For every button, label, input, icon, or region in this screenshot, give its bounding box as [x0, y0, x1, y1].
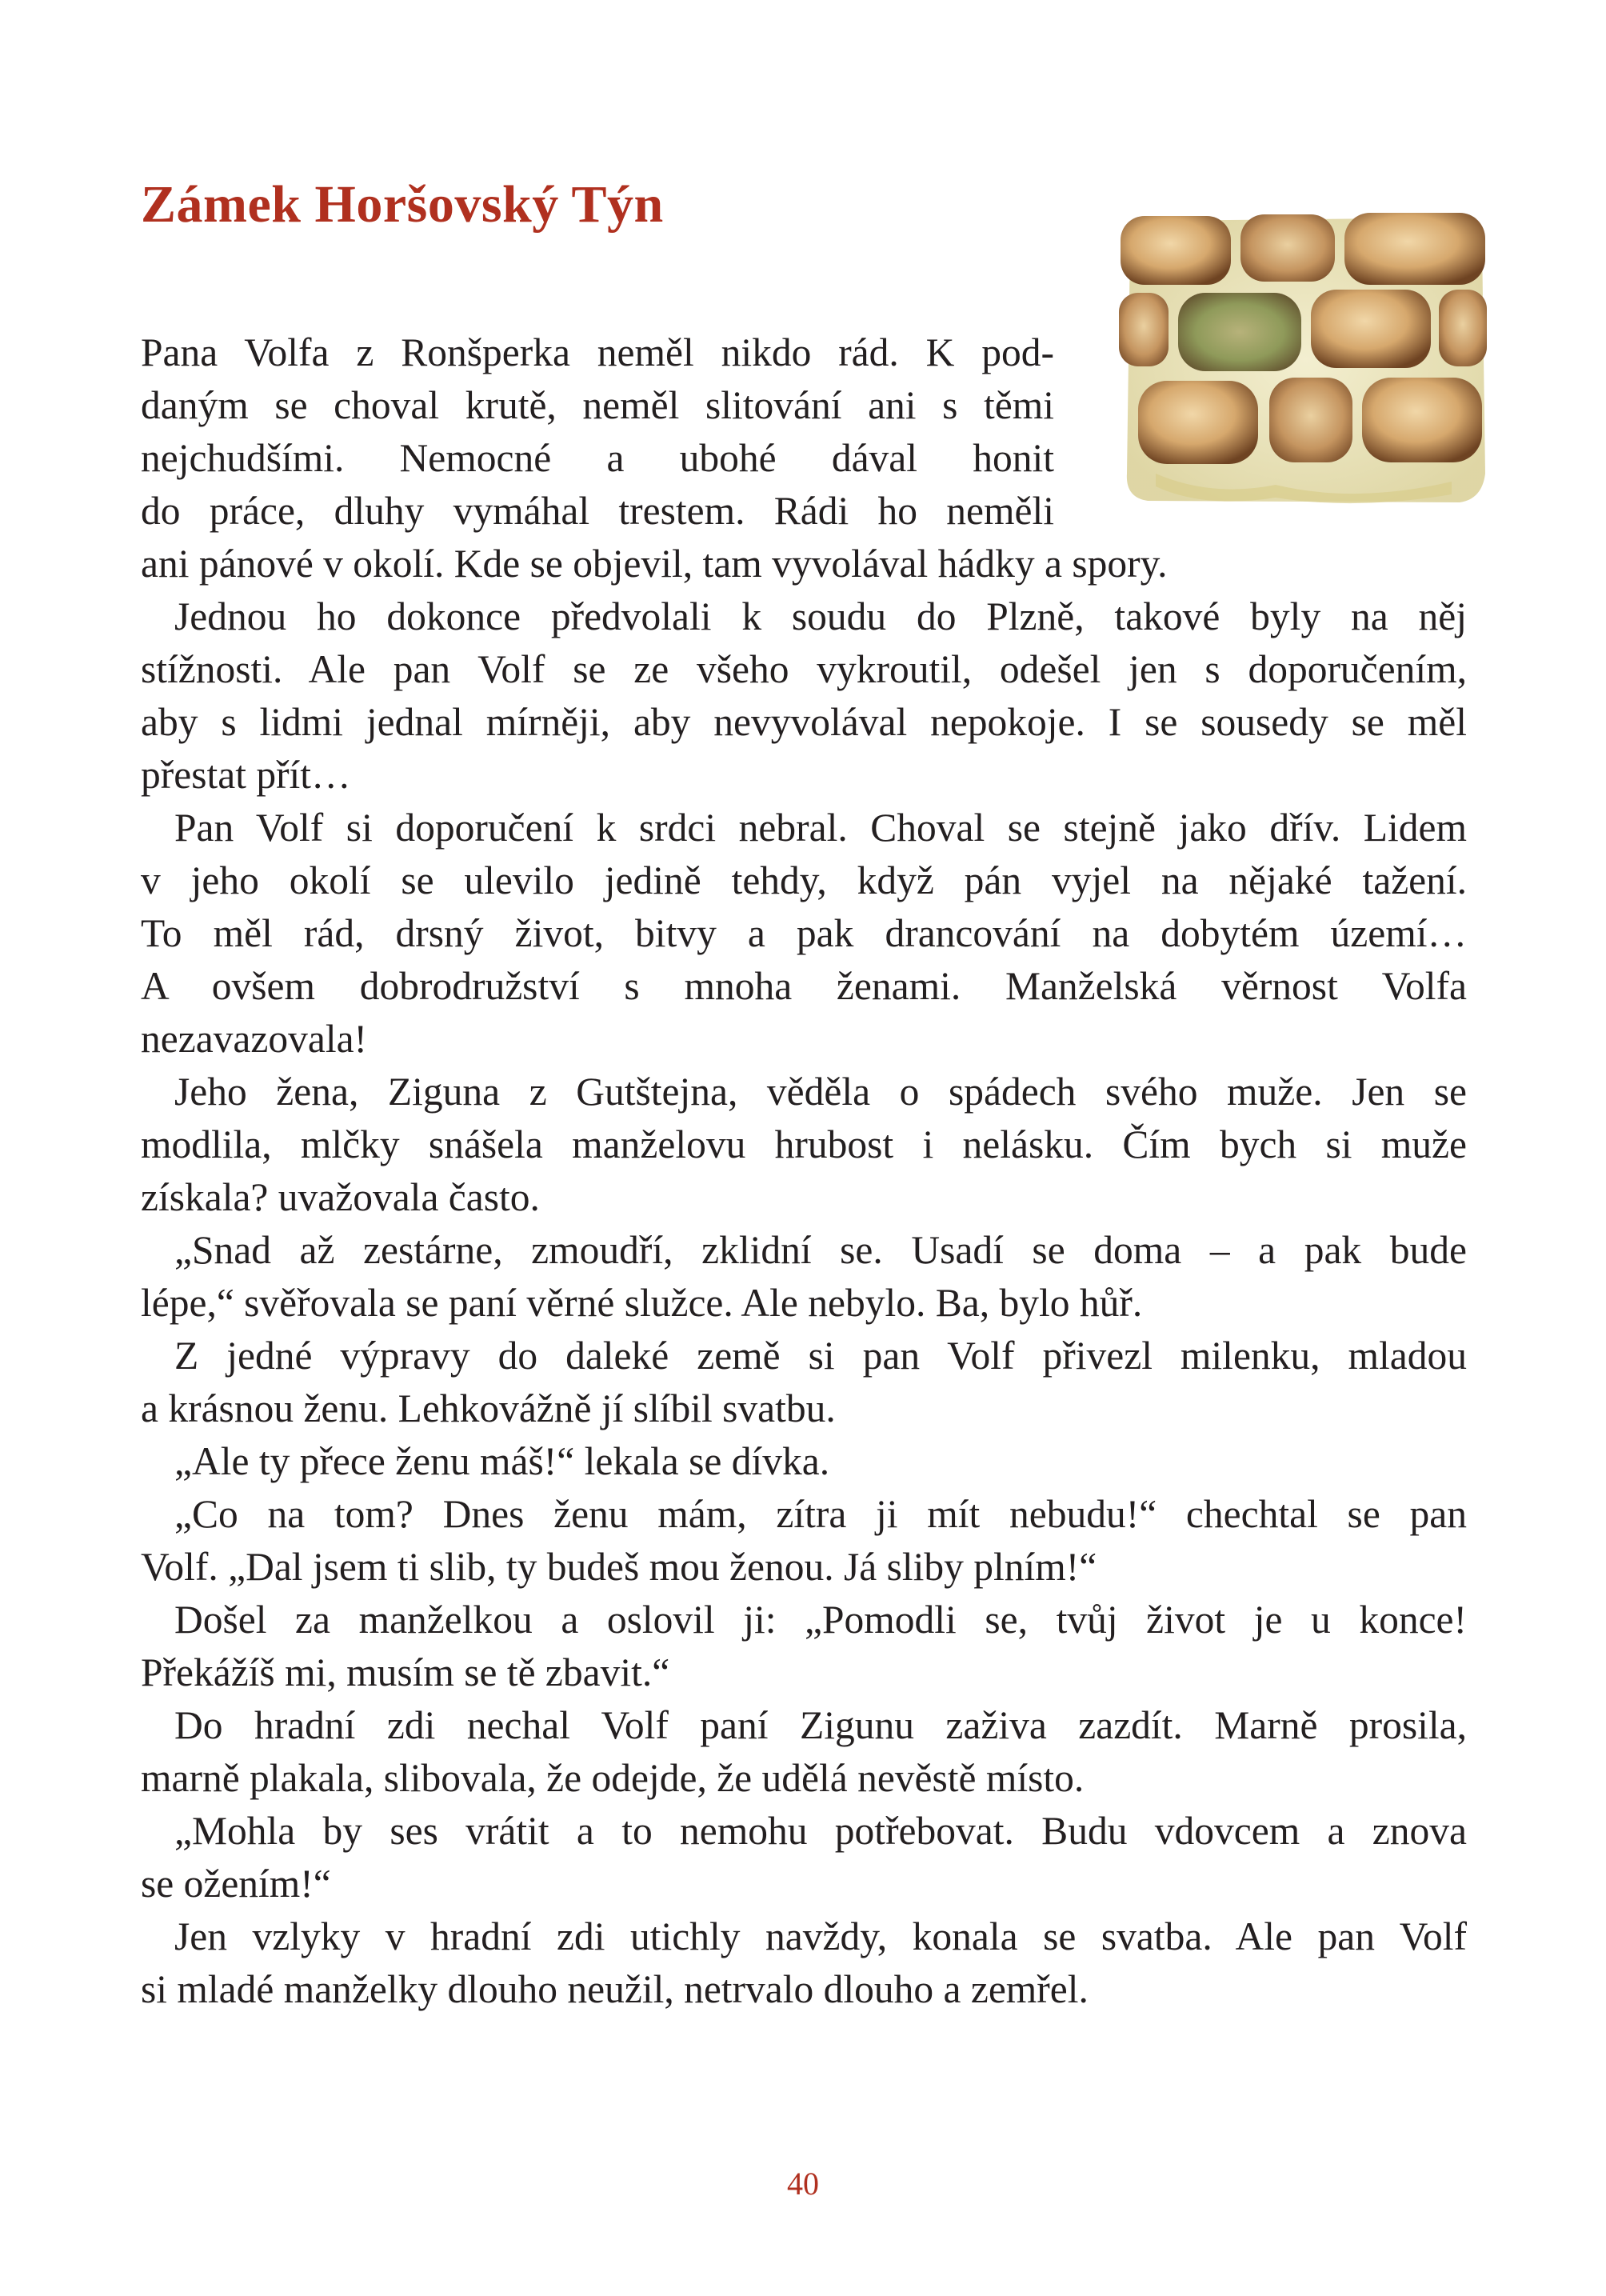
- text-line: lépe,“ svěřovala se paní věrné služce. Ale nebylo. Ba, bylo hůř.: [141, 1281, 1143, 1325]
- text-line: v jeho okolí se ulevilo jedině tehdy, když pán vyjel na nějaké tažení.: [141, 858, 1467, 902]
- text-line: Pan Volf si doporučení k srdci nebral. Choval se stejně jako dřív. Lidem: [174, 806, 1467, 850]
- text-line: daným se choval krutě, neměl slitování ani s těmi: [141, 383, 1054, 427]
- text-line: Do hradní zdi nechal Volf paní Zigunu zaživa zazdít. Marně prosila,: [174, 1703, 1467, 1747]
- text-line: se ožením!“: [141, 1862, 331, 1906]
- text-line: A ovšem dobrodružství s mnoha ženami. Manželská věrnost Volfa: [141, 964, 1467, 1008]
- text-line: přestat přít…: [141, 753, 351, 797]
- text-line: získala? uvažovala často.: [141, 1175, 540, 1219]
- text-line: ani pánové v okolí. Kde se objevil, tam vyvolával hádky a spory.: [141, 542, 1168, 586]
- text-line: Překážíš mi, musím se tě zbavit.“: [141, 1650, 670, 1694]
- story-text: [141, 538, 1467, 2016]
- text-line: Došel za manželkou a oslovil ji: „Pomodli se, tvůj život je u konce!: [174, 1598, 1467, 1642]
- text-line: Jeho žena, Ziguna z Gutštejna, věděla o spádech svého muže. Jen se: [174, 1070, 1467, 1114]
- text-line: Jednou ho dokonce předvolali k soudu do Plzně, takové byly na něj: [174, 594, 1467, 638]
- text-line: si mladé manželky dlouho neužil, netrvalo dlouho a zemřel.: [141, 1967, 1089, 2011]
- text-line: „Co na tom? Dnes ženu mám, zítra ji mít nebudu!“ chechtal se pan: [174, 1492, 1467, 1536]
- text-line: do práce, dluhy vymáhal trestem. Rádi ho neměli: [141, 489, 1054, 533]
- text-line: Volf. „Dal jsem ti slib, ty budeš mou ženou. Já sliby plním!“: [141, 1545, 1097, 1589]
- text-line: nezavazovala!: [141, 1017, 368, 1061]
- page-title: Zámek Horšovský Týn: [141, 175, 664, 234]
- text-line: Jen vzlyky v hradní zdi utichly navždy, konala se svatba. Ale pan Volf: [174, 1914, 1467, 1958]
- text-line: a krásnou ženu. Lehkovážně jí slíbil svatbu.: [141, 1386, 836, 1430]
- intro-text-wrapped: [141, 326, 1054, 538]
- stone-wall-icon: [1116, 210, 1492, 510]
- text-line: „Snad až zestárne, zmoudří, zklidní se. Usadí se doma – a pak bude: [174, 1228, 1467, 1272]
- text-line: marně plakala, slibovala, že odejde, že udělá nevěstě místo.: [141, 1756, 1085, 1800]
- text-line: modlila, mlčky snášela manželovu hrubost i nelásku. Čím bych si muže: [141, 1122, 1467, 1166]
- text-line: „Mohla by ses vrátit a to nemohu potřebovat. Budu vdovcem a znova: [174, 1809, 1467, 1853]
- text-line: nejchudšími. Nemocné a ubohé dával honit: [141, 436, 1054, 480]
- text-line: „Ale ty přece ženu máš!“ lekala se dívka.: [174, 1439, 830, 1483]
- text-line: aby s lidmi jednal mírněji, aby nevyvolával nepokoje. I se sousedy se měl: [141, 700, 1467, 744]
- text-line: Pana Volfa z Ronšperka neměl nikdo rád. K pod-: [141, 330, 1054, 374]
- text-line: To měl rád, drsný život, bitvy a pak drancování na dobytém území…: [141, 911, 1467, 955]
- text-line: stížnosti. Ale pan Volf se ze všeho vykroutil, odešel jen s doporučením,: [141, 647, 1467, 691]
- text-line: Z jedné výpravy do daleké země si pan Volf přivezl milenku, mladou: [174, 1334, 1467, 1378]
- page-number: 40: [787, 2166, 819, 2202]
